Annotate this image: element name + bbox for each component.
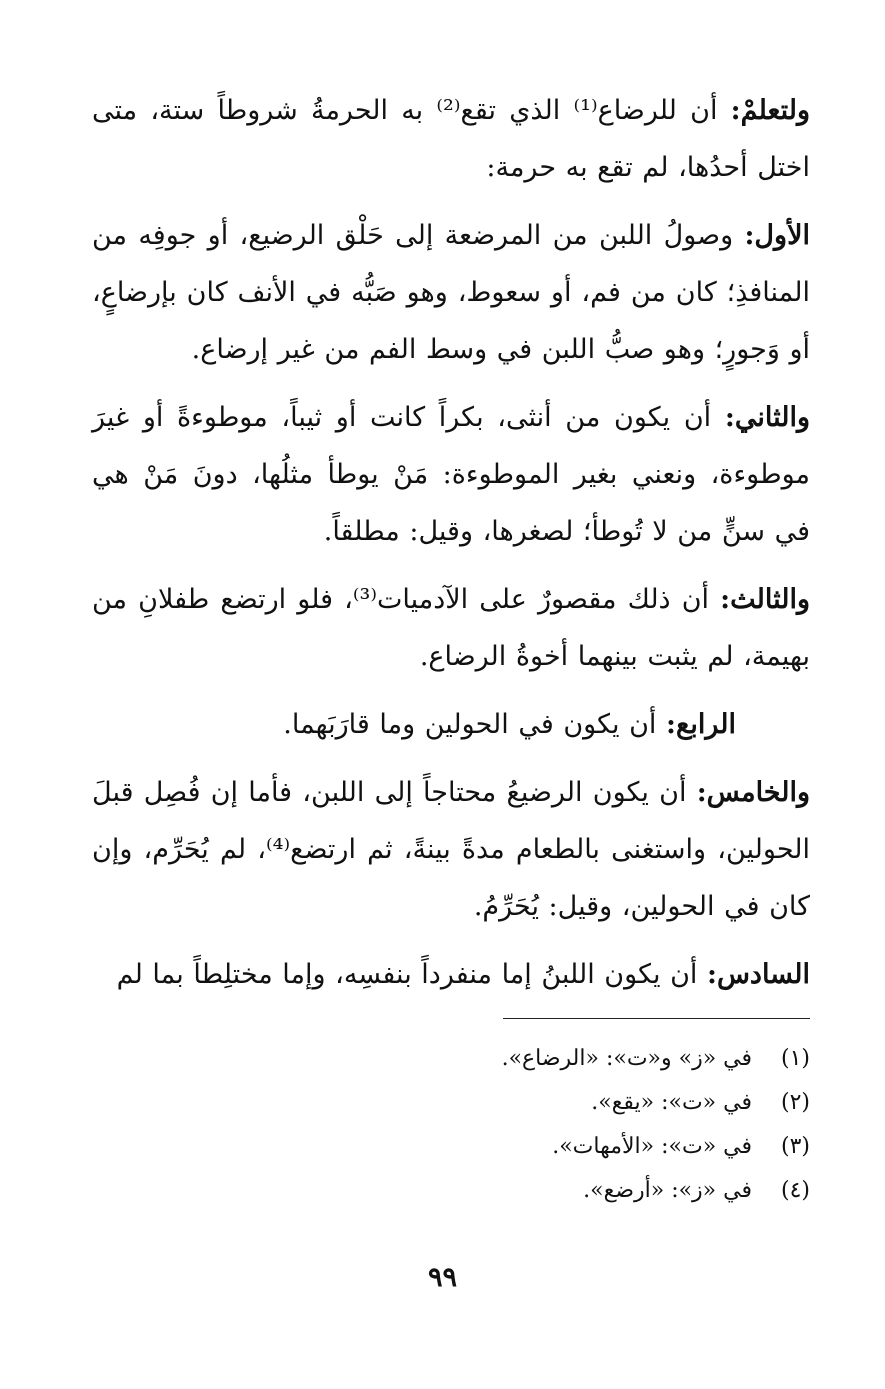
paragraph-lead: والثاني:: [724, 402, 810, 433]
footnote-item: [92, 1124, 810, 1168]
paragraph-lead: والخامس:: [696, 777, 810, 808]
paragraph-text: أن يكون في الحولين وما قارَبَهما.: [283, 709, 667, 740]
footnote-text: في «ز» و«ت»: «الرضاع».: [501, 1045, 752, 1071]
paragraph-lead: الأول:: [744, 220, 810, 251]
paragraph-text: وصولُ اللبن من المرضعة إلى حَلْق الرضيع، أو جوفِه من المنافذِ؛ كان من فم، أو سعوط، وهو صَبُّه في الأنف كان بإرضاعٍ، أو وَجورٍ؛ وهو صبُّ اللبن في وسط الفم من غير إرضاع.: [92, 220, 810, 365]
footnote-separator: [503, 1018, 810, 1019]
paragraph-lead: الرابع:: [666, 709, 736, 740]
paragraph-text: أن يكون من أنثى، بكراً كانت أو ثيباً، موطوءةً أو غيرَ موطوءة، ونعني بغير الموطوءة: مَنْ يوطأ مثلُها، دونَ مَنْ هي في سنٍّ من لا تُوطأ؛ لصغرها، وقيل: مطلقاً.: [92, 402, 810, 547]
paragraph-lead: السادس:: [707, 959, 810, 990]
page-number: ٩٩: [427, 1262, 457, 1293]
footnotes: [92, 1036, 810, 1212]
footnote-number: (٢): [780, 1089, 810, 1115]
footnote-number: (٤): [780, 1177, 810, 1203]
footnote-number: (١): [780, 1045, 810, 1071]
paragraph-condition-5: [92, 764, 810, 935]
footnote-text: في «ز»: «أرضع».: [583, 1177, 752, 1203]
paragraph-text: أن للرضاع⁽¹⁾ الذي تقع⁽²⁾ به الحرمةُ شروطاً ستة، متى اختل أحدُها، لم تقع به حرمة:: [92, 95, 810, 183]
paragraph-condition-6: [92, 946, 810, 1003]
paragraph-text: أن يكون اللبنُ إما منفرداً بنفسِه، وإما مختلِطاً بما لم: [116, 959, 707, 990]
footnote-item: [92, 1036, 810, 1080]
paragraph-text: أن يكون الرضيعُ محتاجاً إلى اللبن، فأما إن فُصِل قبلَ الحولين، واستغنى بالطعام مدةً بينةً، ثم ارتضع⁽⁴⁾، لم يُحَرِّم، وإن كان في الحولين، وقيل: يُحَرِّمُ.: [92, 777, 810, 922]
footnote-item: [92, 1080, 810, 1124]
footnote-item: [92, 1168, 810, 1212]
main-text: [92, 82, 810, 1014]
footnote-number: (٣): [780, 1133, 810, 1159]
paragraph-lead: ولتعلمْ:: [730, 95, 810, 126]
paragraph-condition-4: [92, 696, 810, 753]
paragraph-condition-3: [92, 571, 810, 685]
paragraph-text: أن ذلك مقصورٌ على الآدميات⁽³⁾، فلو ارتضع طفلانِ من بهيمة، لم يثبت بينهما أخوةُ الرضاع.: [92, 584, 810, 672]
footnote-text: في «ت»: «يقع».: [591, 1089, 752, 1115]
footnote-text: في «ت»: «الأمهات».: [552, 1133, 752, 1159]
paragraph-lead: والثالث:: [720, 584, 810, 615]
paragraph-condition-1: [92, 207, 810, 378]
paragraph-intro: [92, 82, 810, 196]
paragraph-condition-2: [92, 389, 810, 560]
